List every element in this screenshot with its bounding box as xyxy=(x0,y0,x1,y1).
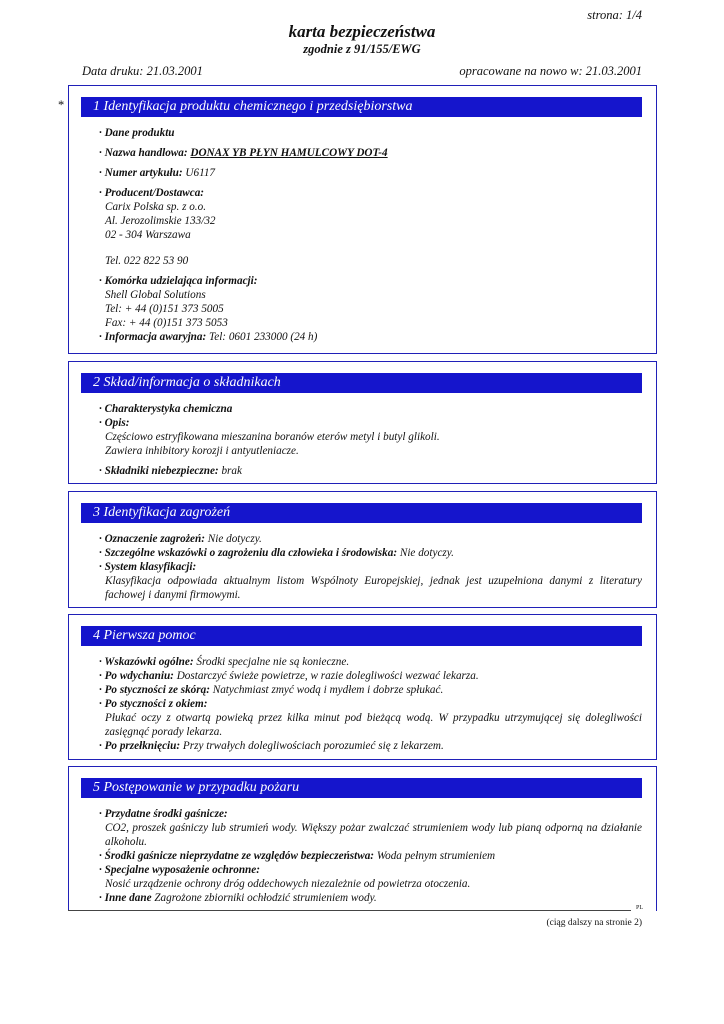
general-advice-value: Środki specjalne nie są konieczne. xyxy=(196,656,350,668)
skin-contact-label: · Po styczności ze skórą: xyxy=(99,684,210,696)
unsuitable-media-label: · Środki gaśnicze nieprzydatne ze względów bezpieczeństwa: xyxy=(99,850,375,862)
description-line: Częściowo estryfikowana mieszanina boranów eterów metyl i butyl glikoli. xyxy=(105,431,440,443)
eye-contact-text: Płukać oczy z otwartą powieką przez kilka minut pod bieżącą wodą. W przypadku utrzymującej się dolegliwości zasięgnąć porady lekarza. xyxy=(105,712,642,738)
classification-label: · System klasyfikacji: xyxy=(99,561,197,573)
page-number: strona: 1/4 xyxy=(587,8,642,22)
hazard-designation-label: · Oznaczenie zagrożeń: xyxy=(99,533,205,545)
other-data-label: · Inne dane xyxy=(99,892,152,904)
description-line: Zawiera inhibitory korozji i antyutleniacze. xyxy=(105,445,299,457)
trade-name-value: DONAX YB PŁYN HAMULCOWY DOT-4 xyxy=(190,147,388,159)
section-body xyxy=(99,402,642,478)
swallowing-label: · Po przełknięciu: xyxy=(99,740,181,752)
suitable-media-text: CO2, proszek gaśniczy lub strumień wody. Większy pożar zwalczać strumieniem wody lub pianą odporną na działanie alkoholu. xyxy=(105,822,642,848)
producer-line: Al. Jerozolimskie 133/32 xyxy=(105,215,216,227)
info-contact-label: · Komórka udzielająca informacji: xyxy=(99,275,258,287)
continued-note: (ciąg dalszy na stronie 2) xyxy=(546,918,642,928)
section-heading: 3 Identyfikacja zagrożeń xyxy=(81,503,642,523)
info-contact-line: Shell Global Solutions xyxy=(105,289,206,301)
chemical-characteristics-label: · Charakterystyka chemiczna xyxy=(99,403,233,415)
producer-phone: Tel. 022 822 53 90 xyxy=(105,255,189,267)
swallowing-value: Przy trwałych dolegliwościach porozumieć się z lekarzem. xyxy=(182,740,444,752)
product-data-label: · Dane produktu xyxy=(99,127,175,139)
producer-line: Carix Polska sp. z o.o. xyxy=(105,201,206,213)
section-heading: 2 Skład/informacja o składnikach xyxy=(81,373,642,393)
section-heading: 5 Postępowanie w przypadku pożaru xyxy=(81,778,642,798)
inhalation-label: · Po wdychaniu: xyxy=(99,670,174,682)
section-hazards xyxy=(68,491,657,608)
protective-equipment-label: · Specjalne wyposażenie ochronne: xyxy=(99,864,260,876)
trade-name-row xyxy=(99,146,642,160)
document-subtitle: zgodnie z 91/155/EWG xyxy=(303,42,421,56)
unsuitable-media-row xyxy=(99,849,642,863)
skin-contact-value: Natychmiast zmyć wodą i mydłem i dobrze spłukać. xyxy=(212,684,444,696)
inhalation-value: Dostarczyć świeże powietrze, w razie dolegliwości wezwać lekarza. xyxy=(176,670,479,682)
section-identification xyxy=(68,85,657,354)
special-warnings-value: Nie dotyczy. xyxy=(399,547,454,559)
section-body xyxy=(99,532,642,602)
emergency-row xyxy=(99,330,642,344)
protective-equipment-text: Nosić urządzenie ochrony dróg oddechowych niezależnie od powietrza otoczenia. xyxy=(105,878,471,890)
special-warnings-row xyxy=(99,546,642,560)
section-heading: 1 Identyfikacja produktu chemicznego i przedsiębiorstwa xyxy=(81,97,642,117)
footer-divider xyxy=(68,910,631,911)
special-warnings-label: · Szczególne wskazówki o zagrożeniu dla człowieka i środowiska: xyxy=(99,547,398,559)
section-body xyxy=(99,126,642,344)
other-data-value: Zagrożone zbiorniki ochłodzić strumieniem wody. xyxy=(154,892,377,904)
hazard-designation-row xyxy=(99,532,642,546)
print-date: Data druku: 21.03.2001 xyxy=(82,64,203,78)
article-number-label: · Numer artykułu: xyxy=(99,167,183,179)
language-tag: PL xyxy=(636,905,644,911)
revision-date: opracowane na nowo w: 21.03.2001 xyxy=(459,64,642,78)
change-marker: * xyxy=(58,98,65,112)
document-title: karta bezpieczeństwa xyxy=(288,22,436,41)
hazardous-components-row xyxy=(99,464,642,478)
article-number-row xyxy=(99,166,642,180)
skin-contact-row xyxy=(99,683,642,697)
producer-line: 02 - 304 Warszawa xyxy=(105,229,191,241)
section-body xyxy=(99,807,642,905)
section-firefighting xyxy=(68,766,657,911)
section-first-aid xyxy=(68,614,657,760)
info-contact-line: Fax: + 44 (0)151 373 5053 xyxy=(105,317,228,329)
info-contact-line: Tel: + 44 (0)151 373 5005 xyxy=(105,303,224,315)
general-advice-label: · Wskazówki ogólne: xyxy=(99,656,194,668)
producer-label: · Producent/Dostawca: xyxy=(99,187,205,199)
emergency-value: Tel: 0601 233000 (24 h) xyxy=(209,331,318,343)
description-label: · Opis: xyxy=(99,417,130,429)
classification-text: Klasyfikacja odpowiada aktualnym listom Wspólnoty Europejskiej, jednak jest uzupełniona danymi z literatury fachowej i danymi firmowymi. xyxy=(105,575,642,601)
hazardous-components-label: · Składniki niebezpieczne: xyxy=(99,465,219,477)
other-data-row xyxy=(99,891,642,905)
section-heading: 4 Pierwsza pomoc xyxy=(81,626,642,646)
hazard-designation-value: Nie dotyczy. xyxy=(207,533,262,545)
suitable-media-label: · Przydatne środki gaśnicze: xyxy=(99,808,228,820)
inhalation-row xyxy=(99,669,642,683)
section-composition xyxy=(68,361,657,484)
swallowing-row xyxy=(99,739,642,753)
eye-contact-label: · Po styczności z okiem: xyxy=(99,698,208,710)
section-body xyxy=(99,655,642,753)
hazardous-components-value: brak xyxy=(221,465,242,477)
unsuitable-media-value: Woda pełnym strumieniem xyxy=(376,850,496,862)
article-number-value: U6117 xyxy=(185,167,216,179)
general-advice-row xyxy=(99,655,642,669)
trade-name-label: · Nazwa handlowa: xyxy=(99,147,188,159)
emergency-label: · Informacja awaryjna: xyxy=(99,331,207,343)
